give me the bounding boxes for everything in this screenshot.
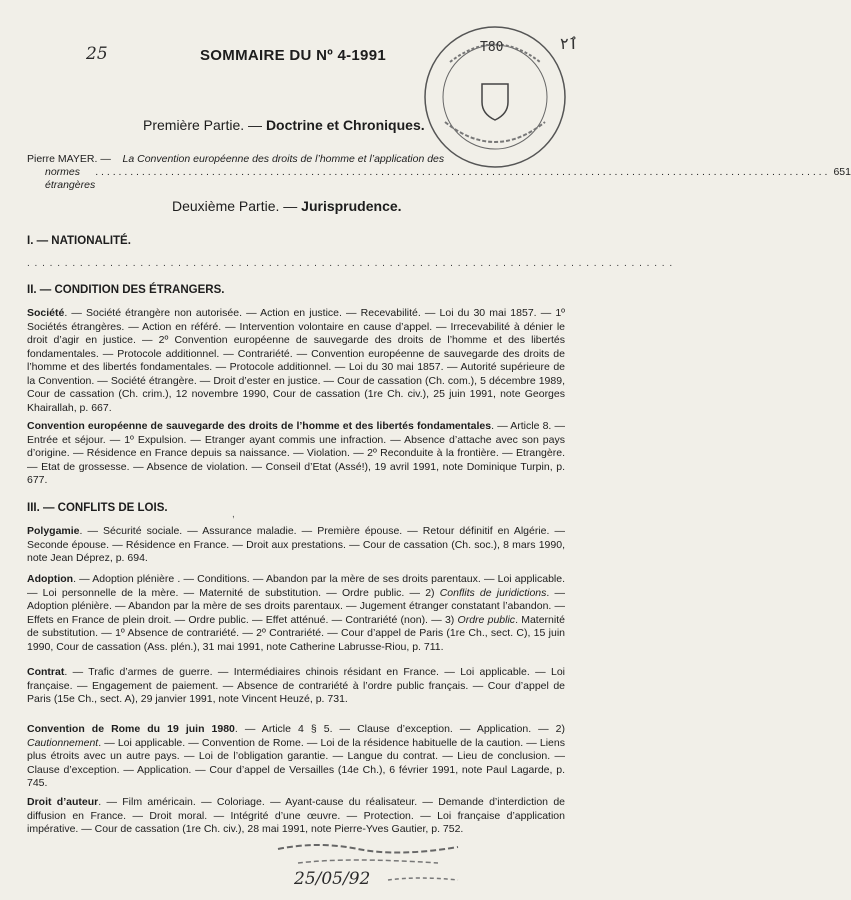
entry-italic: Conflits de juridictions <box>439 586 547 599</box>
entry-text: . — Loi applicable. — Convention de Rome. — Loi de la résidence habituelle de la caution. — Liens plus étroits avec un autre pays. — Loi de l’obligation garantie. — Langue du contrat. — Lieu de conclusion. — Clause d’exception. — Application. — Cour d’appel de Versailles (14e Ch.), 6 février 1991, note Paul Lagarde, p. 745. <box>27 736 565 789</box>
entry-text: . — Adoption plénière . — Conditions. — Abandon par la mère de ses droits parentaux. — Loi applicable. — Loi personnelle de la mère. — Maternité de substitution. — Ordre public. — 2) <box>27 573 565 599</box>
section-dots: . . . . . . . . . . . . . . . . . . . . . . . . . . . . . . . . . . . . . . . . . . . . . . . . . . . . . . . . . . . . . . . . . . . . . . . . . . . . . . . . . . . . . . <box>27 258 674 269</box>
handwritten-page-number: 25 <box>86 44 108 64</box>
stray-mark: , <box>232 509 235 520</box>
entry-text: . — Trafic d’armes de guerre. — Intermédiaires chinois résidant en France. — Loi applicable. — Loi française. — Engagement de paiement. — Absence de contrariété à l’ordre public français. — Cour d’appel de Paris (15e Ch., sect. A), 29 janvier 1991, note Vincent Heuzé, p. 731. <box>27 666 565 705</box>
part-two-label: Deuxième Partie. — <box>172 198 302 214</box>
entry-droit-auteur <box>27 796 565 837</box>
entry-convention-rome <box>27 723 565 791</box>
part-one-label: Première Partie. — <box>143 117 266 133</box>
entry-head: Contrat <box>27 666 65 678</box>
entry-italic: Ordre public <box>457 613 516 626</box>
entry-adoption <box>27 573 565 654</box>
page-title: SOMMAIRE DU Nº 4-1991 <box>200 47 386 64</box>
corner-handwritten-mark: ٱ٢ <box>560 34 578 53</box>
entry-italic: Cautionnement <box>27 736 99 749</box>
entry-text: . — Film américain. — Coloriage. — Ayant-cause du réalisateur. — Demande d’interdiction de diffusion en France. — Droit moral. — Intégrité d’une œuvre. — Protection. — Loi française d’application impérative. — Cour de cassation (1re Ch. civ.), 28 mai 1991, note Pierre-Yves Gautier, p. 752. <box>27 796 565 835</box>
received-date: 25/05/92 <box>294 869 371 889</box>
received-stamp <box>268 835 468 900</box>
article-page: 651 <box>833 166 851 178</box>
entry-head: Adoption <box>27 573 74 585</box>
entry-text: . — Article 4 § 5. — Clause d’exception. — Application. — 2) <box>234 723 566 735</box>
entry-text: . — Adoption plénière. — Abandon par la mère de ses droits parentaux. — Jugement étranger constatant l’abandon. — Effets en France de plein droit. — Ordre public. — Effet atténué. — Contrariété (non). — 3) <box>27 586 565 626</box>
part-one-heading <box>143 117 425 133</box>
section-heading-etrangers: II. — CONDITION DES ÉTRANGERS. <box>27 284 225 296</box>
part-two-heading <box>172 198 402 214</box>
entry-head: Polygamie <box>27 525 80 537</box>
entry-head: Convention européenne de sauvegarde des droits de l’homme et des libertés fondamentales <box>27 420 492 432</box>
article-author: Pierre MAYER. — <box>27 153 114 165</box>
entry-text: . — Société étrangère non autorisée. — Action en justice. — Recevabilité. — Loi du 30 mai 1857. — 1º Sociétés étrangères. — Action en référé. — Intervention volontaire en cause d’appel. — Irrecevabilité à dénier le droit d’agir en justice. — 2º Convention européenne de sauvegarde des droits de l’homme et des libertés fondamentales. — Protocole additionnel. — Contrariété. — Convention européenne de sauvegarde des droits de l’homme et des libertés fondamentales. — Protocole additionnel. — Loi du 30 mai 1857. — Autorité supérieure de la Convention. — Société étrangère. — Droit d’ester en justice. — Cour de cassation (Ch. com.), 5 décembre 1989, Cour de cassation (Ch. crim.), 12 novembre 1990, Cour de cassation (1re Ch. civ.), 25 juin 1991, note Georges Khairallah, p. 667. <box>27 307 565 414</box>
stamp-code: T80 <box>480 40 504 55</box>
leader-dots <box>95 166 827 192</box>
entry-text: . — Sécurité sociale. — Assurance maladie. — Première épouse. — Retour définitif en Algérie. — Seconde épouse. — Résidence en France. — Droit aux prestations. — Cour de cassation (Ch. soc.), 8 mars 1990, note Jean Déprez, p. 694. <box>27 525 565 564</box>
entry-head: Société <box>27 307 65 319</box>
section-heading-nationalite: I. — NATIONALITÉ. <box>27 235 131 247</box>
entry-societe <box>27 307 565 415</box>
section-heading-conflits: III. — CONFLITS DE LOIS. <box>27 502 168 514</box>
article-title-line2: normes étrangères <box>45 166 96 191</box>
entry-polygamie <box>27 525 565 566</box>
article-entry <box>27 153 851 192</box>
entry-head: Convention de Rome du 19 juin 1980 <box>27 723 235 735</box>
entry-contrat <box>27 666 565 707</box>
part-one-name: Doctrine et Chroniques. <box>265 117 425 133</box>
entry-text: . Maternité de substitution. — 1º Absence de contrariété. — 2º Contrariété. — Cour d’appel de Paris (1re Ch., sect. C), 15 juin 1990, Cour de cassation (Ass. plén.), 31 mai 1991, note Catherine Labrusse-Riou, p. 711. <box>27 613 565 653</box>
entry-convention <box>27 420 565 488</box>
entry-text: . — Article 8. — Entrée et séjour. — 1º Expulsion. — Etranger ayant commis une infraction. — Absence d’attache avec son pays d’origine. — Résidence en France depuis sa naissance. — Violation. — 2º Reconduite à la frontière. — Etrangère. — Etat de grossesse. — Absence de violation. — Conseil d’Etat (Assé!), 19 avril 1991, note Dominique Turpin, p. 677. <box>27 420 565 486</box>
part-two-name: Jurisprudence. <box>301 198 402 214</box>
article-title-line1: La Convention européenne des droits de l’homme et l’application des <box>122 153 445 165</box>
entry-head: Droit d’auteur <box>27 796 99 808</box>
